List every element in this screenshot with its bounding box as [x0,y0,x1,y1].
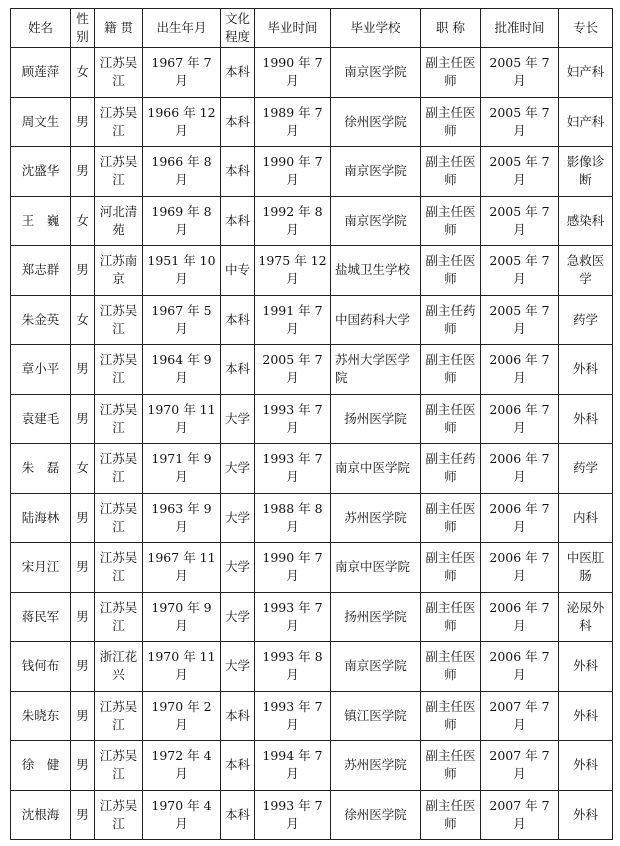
origin-cell: 浙江花兴 [95,642,143,692]
table-row [11,295,613,345]
header-cell: 职 称 [421,9,481,48]
gender-cell: 男 [71,691,95,741]
graduation-cell: 1993 年 7 月 [255,444,331,494]
approval-cell: 2006 年 7 月 [481,493,559,543]
origin-cell: 江苏吴江 [95,394,143,444]
education-cell: 大学 [221,444,255,494]
origin-cell: 江苏吴江 [95,691,143,741]
specialty-cell: 妇产科 [559,48,613,98]
title-cell: 副主任医师 [421,741,481,791]
gender-cell: 男 [71,493,95,543]
graduation-cell: 1988 年 8 月 [255,493,331,543]
school-cell: 苏州医学院 [331,493,421,543]
birth-cell: 1971 年 9 月 [143,444,221,494]
birth-cell: 1970 年 11 月 [143,642,221,692]
school-cell: 徐州医学院 [331,790,421,840]
education-cell: 大学 [221,592,255,642]
graduation-cell: 1993 年 8 月 [255,642,331,692]
graduation-cell: 1993 年 7 月 [255,691,331,741]
school-cell: 南京中医学院 [331,543,421,593]
title-cell: 副主任药师 [421,295,481,345]
title-cell: 副主任药师 [421,444,481,494]
origin-cell: 河北清苑 [95,196,143,246]
header-cell: 文化程度 [221,9,255,48]
school-cell: 南京医学院 [331,147,421,197]
education-cell: 本科 [221,196,255,246]
table-row [11,394,613,444]
gender-cell: 男 [71,345,95,395]
gender-cell: 女 [71,444,95,494]
name-cell: 朱金英 [11,295,71,345]
school-cell: 扬州医学院 [331,592,421,642]
table-row [11,543,613,593]
gender-cell: 男 [71,394,95,444]
header-cell: 批准时间 [481,9,559,48]
specialty-cell: 外科 [559,691,613,741]
origin-cell: 江苏吴江 [95,493,143,543]
specialty-cell: 药学 [559,295,613,345]
name-cell: 王 巍 [11,196,71,246]
gender-cell: 男 [71,147,95,197]
specialty-cell: 妇产科 [559,97,613,147]
origin-cell: 江苏吴江 [95,741,143,791]
title-cell: 副主任医师 [421,196,481,246]
gender-cell: 男 [71,592,95,642]
header-cell: 籍 贯 [95,9,143,48]
name-cell: 顾莲萍 [11,48,71,98]
education-cell: 本科 [221,741,255,791]
name-cell: 章小平 [11,345,71,395]
school-cell: 扬州医学院 [331,394,421,444]
graduation-cell: 1975 年 12 月 [255,246,331,296]
birth-cell: 1966 年 12 月 [143,97,221,147]
birth-cell: 1964 年 9 月 [143,345,221,395]
approval-cell: 2005 年 7 月 [481,246,559,296]
education-cell: 大学 [221,394,255,444]
name-cell: 郑志群 [11,246,71,296]
school-cell: 盐城卫生学校 [331,246,421,296]
origin-cell: 江苏吴江 [95,295,143,345]
title-cell: 副主任医师 [421,147,481,197]
table-body [11,48,613,840]
school-cell: 南京医学院 [331,196,421,246]
approval-cell: 2005 年 7 月 [481,147,559,197]
name-cell: 沈盛华 [11,147,71,197]
education-cell: 本科 [221,790,255,840]
graduation-cell: 1993 年 7 月 [255,394,331,444]
birth-cell: 1967 年 7 月 [143,48,221,98]
staff-table [10,8,613,840]
name-cell: 徐 健 [11,741,71,791]
name-cell: 袁建毛 [11,394,71,444]
birth-cell: 1972 年 4 月 [143,741,221,791]
specialty-cell: 影像诊断 [559,147,613,197]
name-cell: 钱何布 [11,642,71,692]
title-cell: 副主任医师 [421,345,481,395]
table-row [11,444,613,494]
origin-cell: 江苏吴江 [95,592,143,642]
title-cell: 副主任医师 [421,246,481,296]
table-row [11,741,613,791]
graduation-cell: 1992 年 8 月 [255,196,331,246]
table-row [11,592,613,642]
education-cell: 中专 [221,246,255,296]
origin-cell: 江苏吴江 [95,48,143,98]
education-cell: 大学 [221,642,255,692]
header-cell: 出生年月 [143,9,221,48]
birth-cell: 1951 年 10 月 [143,246,221,296]
specialty-cell: 感染科 [559,196,613,246]
table-row [11,790,613,840]
school-cell: 中国药科大学 [331,295,421,345]
header-cell: 毕业时间 [255,9,331,48]
approval-cell: 2005 年 7 月 [481,97,559,147]
gender-cell: 男 [71,741,95,791]
specialty-cell: 中医肛肠 [559,543,613,593]
table-row [11,196,613,246]
birth-cell: 1967 年 5 月 [143,295,221,345]
education-cell: 大学 [221,543,255,593]
table-header-row [11,9,613,48]
name-cell: 蒋民军 [11,592,71,642]
document-page [10,8,612,840]
specialty-cell: 泌尿外科 [559,592,613,642]
gender-cell: 男 [71,543,95,593]
title-cell: 副主任医师 [421,493,481,543]
approval-cell: 2007 年 7 月 [481,741,559,791]
specialty-cell: 外科 [559,642,613,692]
title-cell: 副主任医师 [421,592,481,642]
birth-cell: 1970 年 2 月 [143,691,221,741]
origin-cell: 江苏南京 [95,246,143,296]
title-cell: 副主任医师 [421,543,481,593]
name-cell: 宋月江 [11,543,71,593]
header-cell: 性别 [71,9,95,48]
title-cell: 副主任医师 [421,691,481,741]
graduation-cell: 1990 年 7 月 [255,48,331,98]
approval-cell: 2006 年 7 月 [481,642,559,692]
approval-cell: 2006 年 7 月 [481,394,559,444]
approval-cell: 2005 年 7 月 [481,196,559,246]
education-cell: 本科 [221,97,255,147]
birth-cell: 1970 年 11 月 [143,394,221,444]
graduation-cell: 1990 年 7 月 [255,147,331,197]
name-cell: 朱 磊 [11,444,71,494]
header-cell: 专长 [559,9,613,48]
gender-cell: 男 [71,246,95,296]
table-row [11,97,613,147]
specialty-cell: 外科 [559,741,613,791]
gender-cell: 女 [71,196,95,246]
table-row [11,48,613,98]
approval-cell: 2005 年 7 月 [481,295,559,345]
gender-cell: 男 [71,790,95,840]
education-cell: 本科 [221,691,255,741]
header-cell: 姓名 [11,9,71,48]
origin-cell: 江苏吴江 [95,543,143,593]
graduation-cell: 1991 年 7 月 [255,295,331,345]
education-cell: 大学 [221,493,255,543]
graduation-cell: 1994 年 7 月 [255,741,331,791]
gender-cell: 女 [71,295,95,345]
approval-cell: 2007 年 7 月 [481,691,559,741]
birth-cell: 1969 年 8 月 [143,196,221,246]
gender-cell: 男 [71,97,95,147]
graduation-cell: 1990 年 7 月 [255,543,331,593]
graduation-cell: 1993 年 7 月 [255,592,331,642]
education-cell: 本科 [221,147,255,197]
approval-cell: 2006 年 7 月 [481,592,559,642]
graduation-cell: 1993 年 7 月 [255,790,331,840]
name-cell: 周文生 [11,97,71,147]
table-row [11,345,613,395]
birth-cell: 1970 年 4 月 [143,790,221,840]
title-cell: 副主任医师 [421,48,481,98]
specialty-cell: 内科 [559,493,613,543]
approval-cell: 2006 年 7 月 [481,345,559,395]
gender-cell: 女 [71,48,95,98]
approval-cell: 2007 年 7 月 [481,790,559,840]
table-row [11,147,613,197]
table-row [11,691,613,741]
name-cell: 陆海林 [11,493,71,543]
name-cell: 朱晓东 [11,691,71,741]
header-cell: 毕业学校 [331,9,421,48]
graduation-cell: 1989 年 7 月 [255,97,331,147]
education-cell: 本科 [221,48,255,98]
birth-cell: 1963 年 9 月 [143,493,221,543]
approval-cell: 2005 年 7 月 [481,48,559,98]
title-cell: 副主任医师 [421,394,481,444]
approval-cell: 2006 年 7 月 [481,444,559,494]
origin-cell: 江苏吴江 [95,444,143,494]
table-row [11,493,613,543]
specialty-cell: 药学 [559,444,613,494]
specialty-cell: 急救医学 [559,246,613,296]
school-cell: 镇江医学院 [331,691,421,741]
table-row [11,246,613,296]
title-cell: 副主任医师 [421,790,481,840]
school-cell: 苏州医学院 [331,741,421,791]
school-cell: 徐州医学院 [331,97,421,147]
specialty-cell: 外科 [559,394,613,444]
title-cell: 副主任医师 [421,642,481,692]
origin-cell: 江苏吴江 [95,790,143,840]
school-cell: 南京医学院 [331,48,421,98]
specialty-cell: 外科 [559,790,613,840]
origin-cell: 江苏吴江 [95,97,143,147]
birth-cell: 1970 年 9 月 [143,592,221,642]
title-cell: 副主任医师 [421,97,481,147]
origin-cell: 江苏吴江 [95,147,143,197]
education-cell: 本科 [221,295,255,345]
table-row [11,642,613,692]
approval-cell: 2006 年 7 月 [481,543,559,593]
school-cell: 南京中医学院 [331,444,421,494]
school-cell: 苏州大学医学院 [331,345,421,395]
birth-cell: 1966 年 8 月 [143,147,221,197]
name-cell: 沈根海 [11,790,71,840]
graduation-cell: 2005 年 7 月 [255,345,331,395]
origin-cell: 江苏吴江 [95,345,143,395]
birth-cell: 1967 年 11 月 [143,543,221,593]
school-cell: 南京医学院 [331,642,421,692]
specialty-cell: 外科 [559,345,613,395]
gender-cell: 男 [71,642,95,692]
education-cell: 本科 [221,345,255,395]
